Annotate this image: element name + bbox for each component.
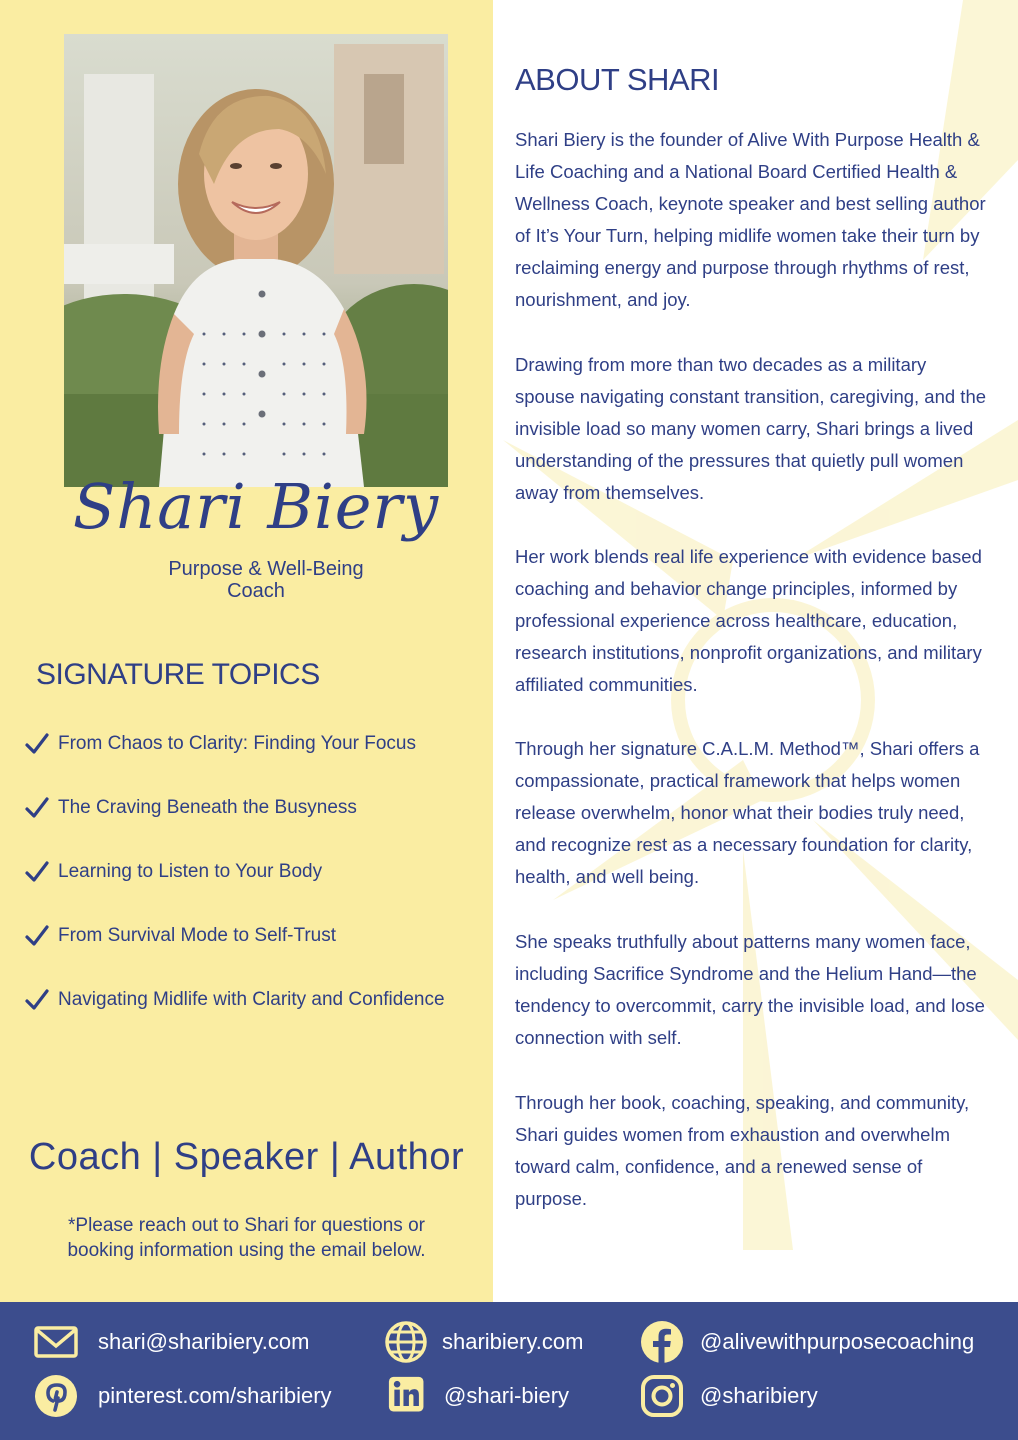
topic-label: From Chaos to Clarity: Finding Your Focus [58,733,416,754]
topic-item [24,985,445,1015]
topic-label: Learning to Listen to Your Body [58,861,323,882]
name-logo [64,470,448,610]
topic-label: From Survival Mode to Self-Trust [58,925,337,946]
checkmark-icon [24,987,50,1013]
booking-note-line: *Please reach out to Shari for questions or [68,1215,425,1236]
roles-tagline: Coach | Speaker | Author [28,1136,465,1178]
topic-item [24,793,357,823]
pinterest-text: pinterest.com/sharibiery [98,1383,332,1408]
bio-paragraph: Her work blends real life experience with evidence based coaching and behavior change principles, informed by professional experience across healthcare, education, research institutions, nonprofit organizations, and military affiliated communities. [515,546,982,695]
website-link[interactable] [384,1320,583,1364]
booking-note [30,1213,463,1263]
bio-paragraph: Drawing from more than two decades as a military spouse navigating constant transition, caregiving, and the invisible load so many women carry, Shari brings a lived understanding of the pressures that quietly pull women away from themselves. [515,354,987,503]
checkmark-icon [24,923,50,949]
checkmark-icon [24,795,50,821]
facebook-icon [640,1320,684,1364]
bio-paragraph: Through her book, coaching, speaking, and community, Shari guides women from exhaustion and overwhelm toward calm, confidence, and a renewed sense of purpose. [515,1092,970,1209]
email-link[interactable] [34,1320,309,1364]
bio-paragraph: She speaks truthfully about patterns many women face, including Sacrifice Syndrome and the Helium Hand—the tendency to overcommit, carry the invisible load, and lose connection with self. [515,931,985,1048]
right-panel [493,0,1018,1302]
topic-item [24,857,322,887]
instagram-link[interactable] [640,1374,818,1418]
left-panel [0,0,493,1302]
pinterest-icon [34,1374,78,1418]
booking-note-line: booking information using the email below. [67,1240,426,1261]
facebook-link[interactable] [640,1320,974,1364]
about-heading: ABOUT SHARI [515,62,720,97]
topic-item [24,921,336,951]
logo-subtitle: Purpose & Well-Being [168,558,364,580]
globe-icon [384,1320,428,1364]
facebook-text: @alivewithpurposecoaching [700,1329,975,1354]
contact-footer [0,1302,1018,1440]
topic-label: Navigating Midlife with Clarity and Confidence [58,989,445,1010]
instagram-text: @sharibiery [700,1383,818,1408]
bio-paragraph: Through her signature C.A.L.M. Method™, Shari offers a compassionate, practical framework that helps women release overwhelm, honor what their bodies truly need, and recognize rest as a necessary foundation for clarity, health, and well being. [515,738,980,887]
logo-name-script: Shari Biery [72,470,440,543]
instagram-icon [640,1374,684,1418]
checkmark-icon [24,731,50,757]
linkedin-icon [388,1376,428,1416]
linkedin-text: @shari-biery [444,1383,570,1408]
bio-paragraph: Shari Biery is the founder of Alive With Purpose Health & Life Coaching and a National Board Certified Health & Wellness Coach, keynote speaker and best selling author of It’s Your Turn, helping midlife women take their turn by reclaiming energy and purpose through rhythms of rest, nourishment, and joy. [515,129,986,310]
website-text: sharibiery.com [442,1329,584,1354]
portrait-photo [64,34,448,487]
signature-topics-heading: SIGNATURE TOPICS [36,658,320,691]
pinterest-link[interactable] [34,1374,332,1418]
envelope-icon [34,1320,78,1364]
topic-item [24,729,416,759]
topic-label: The Craving Beneath the Busyness [58,797,357,818]
checkmark-icon [24,859,50,885]
linkedin-link[interactable] [388,1374,569,1418]
email-text: shari@sharibiery.com [98,1329,310,1354]
logo-subtitle-coach: Coach [227,580,285,602]
